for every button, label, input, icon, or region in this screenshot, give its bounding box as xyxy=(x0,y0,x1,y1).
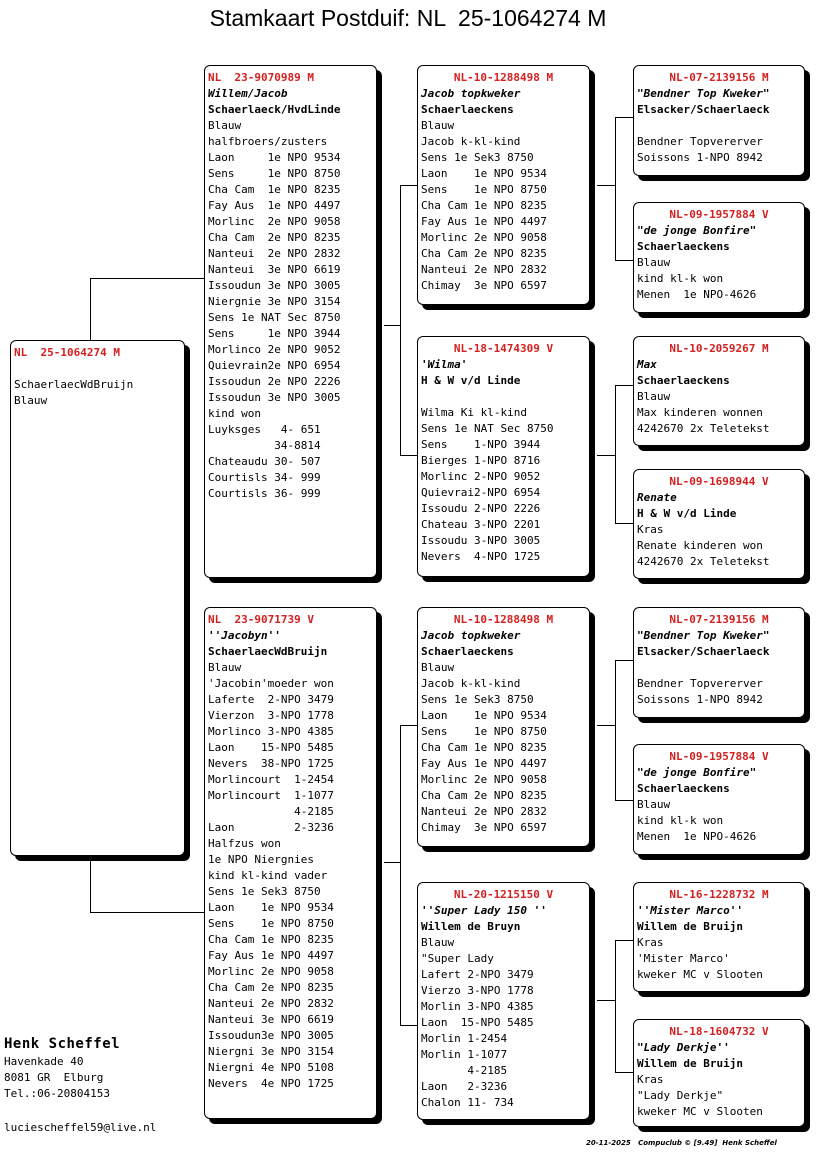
ring-number: NL-18-1604732 V xyxy=(669,1025,769,1038)
card-line: Morlinc 2e NPO 9058 xyxy=(208,965,334,978)
card-mother-father xyxy=(417,607,590,847)
card-line: Morlincourt 1-2454 xyxy=(208,773,334,786)
pigeon-name: "de jonge Bonfire" xyxy=(637,766,757,779)
card-line: Courtisls 34- 999 xyxy=(208,471,321,484)
card-lines xyxy=(208,660,373,1092)
card-line: Morlinc 2-NPO 9052 xyxy=(421,470,541,483)
card-line: Luyksges 4- 651 xyxy=(208,423,321,436)
card-father-mother xyxy=(417,336,590,577)
card-line: Issoudu 3-NPO 3005 xyxy=(421,534,541,547)
card-line: Blauw xyxy=(637,798,671,811)
card-line: Sens 1e NPO 8750 xyxy=(421,725,547,738)
breeder: Willem de Bruijn xyxy=(637,920,743,933)
card-line: Morlincourt 1-1077 xyxy=(208,789,334,802)
card-line: Cha Cam 2e NPO 8235 xyxy=(208,231,341,244)
card-line: Quievrain2e NPO 6954 xyxy=(208,359,341,372)
card-ff-mother xyxy=(633,202,805,313)
card-line: Fay Aus 1e NPO 4497 xyxy=(421,757,547,770)
breeder: Elsacker/Schaerlaeck xyxy=(637,645,770,658)
breeder: H & W v/d Linde xyxy=(637,507,737,520)
card-line: Laon 1e NPO 9534 xyxy=(421,167,547,180)
card-line: Nevers 4e NPO 1725 xyxy=(208,1077,334,1090)
card-line: Sens 1e NPO 8750 xyxy=(421,183,547,196)
card-line: Jacob k-kl-kind xyxy=(421,677,521,690)
card-mf-mother xyxy=(633,744,805,855)
card-mother xyxy=(204,607,377,1119)
ring-number: NL-16-1228732 M xyxy=(669,888,769,901)
card-line: Blauw xyxy=(421,661,455,674)
card-line: Morlin 1-2454 xyxy=(421,1032,508,1045)
card-mm-father xyxy=(633,882,805,992)
ring-number: NL-10-1288498 M xyxy=(453,71,554,84)
card-line: Morlinco 3-NPO 4385 xyxy=(208,725,334,738)
card-line: Sens 1e Sek3 8750 xyxy=(421,151,534,164)
card-line: Sens 1e NAT Sec 8750 xyxy=(421,422,554,435)
card-line: Cha Cam 2e NPO 8235 xyxy=(421,247,547,260)
card-line xyxy=(637,660,801,676)
ring-number: NL-18-1474309 V xyxy=(453,342,554,355)
pigeon-name: "Lady Derkje'' xyxy=(637,1041,730,1054)
card-line: 4-2185 xyxy=(421,1064,508,1077)
card-line: Morlinc 2e NPO 9058 xyxy=(421,231,547,244)
ring-number: NL 23-9070989 M xyxy=(208,71,314,84)
card-line: kweker MC v Slooten xyxy=(637,1105,763,1118)
card-line: Max kinderen wonnen xyxy=(637,406,763,419)
card-line: Chateau 3-NPO 2201 xyxy=(421,518,541,531)
card-line: Nevers 38-NPO 1725 xyxy=(208,757,334,770)
card-line: Laon 2-3236 xyxy=(421,1080,508,1093)
pigeon-name: Renate xyxy=(637,491,677,504)
breeder: Willem de Bruyn xyxy=(421,920,521,933)
card-line: Nanteui 2e NPO 2832 xyxy=(421,263,547,276)
breeder: H & W v/d Linde xyxy=(421,374,521,387)
card-lines xyxy=(421,660,586,836)
card-line: Soissons 1-NPO 8942 xyxy=(637,151,763,164)
pigeon-name: ''Super Lady 150 '' xyxy=(421,904,547,917)
footer-credit: 20-11-2025 Compuclub © [9.49] Henk Scheffel xyxy=(586,1139,777,1147)
card-line: Laon 2-3236 xyxy=(208,821,334,834)
card-line: "Lady Derkje" xyxy=(637,1089,724,1102)
connector-subject-parents xyxy=(90,278,91,340)
card-line: Vierzo 3-NPO 1778 xyxy=(421,984,534,997)
card-line: Chateaudu 30- 507 xyxy=(208,455,321,468)
ring-number: NL-09-1957884 V xyxy=(669,208,769,221)
owner-phone: Tel.:06-20804153 xyxy=(4,1087,110,1100)
card-lines xyxy=(637,389,801,437)
card-line: Nanteui 2e NPO 2832 xyxy=(208,247,341,260)
pigeon-name: ''Jacobyn'' xyxy=(208,629,281,642)
card-line: Issoudun 3e NPO 3005 xyxy=(208,279,341,292)
ring-number: NL-07-2139156 M xyxy=(669,71,769,84)
card-line: Menen 1e NPO-4626 xyxy=(637,288,757,301)
card-line: Blauw xyxy=(637,256,671,269)
card-lines xyxy=(208,118,373,502)
card-line: 4-2185 xyxy=(208,805,334,818)
card-line: Issoudun 3e NPO 3005 xyxy=(208,391,341,404)
card-line: Renate kinderen won xyxy=(637,539,763,552)
card-line: Sens 1e NPO 3944 xyxy=(208,327,341,340)
card-ff-father xyxy=(633,65,805,176)
card-line: Nanteui 2e NPO 2832 xyxy=(208,997,334,1010)
card-line: Laferte 2-NPO 3479 xyxy=(208,693,334,706)
card-line: 4242670 2x Teletekst xyxy=(637,422,770,435)
card-line: Bendner Topvererver xyxy=(637,135,763,148)
connector-father-grandparents xyxy=(400,185,401,455)
card-line: Nanteui 2e NPO 2832 xyxy=(421,805,547,818)
card-line: kind kl-k won xyxy=(637,814,724,827)
card-line: Issoudu 2-NPO 2226 xyxy=(421,502,541,515)
card-lines xyxy=(637,797,801,845)
card-line: Jacob k-kl-kind xyxy=(421,135,521,148)
card-lines xyxy=(421,935,586,1111)
card-line: Fay Aus 1e NPO 4497 xyxy=(208,949,334,962)
card-line: 1e NPO Niergnies xyxy=(208,853,314,866)
card-line: Bierges 1-NPO 8716 xyxy=(421,454,541,467)
card-subject xyxy=(10,340,185,856)
card-line: Morlinc 2e NPO 9058 xyxy=(421,773,547,786)
card-line: Blauw xyxy=(208,661,242,674)
owner-email: luciescheffel59@live.nl xyxy=(4,1121,157,1134)
breeder: Schaerlaeckens xyxy=(637,782,730,795)
card-line: Sens 1e Sek3 8750 xyxy=(421,693,534,706)
connector-mother-grandparents xyxy=(400,725,401,1025)
pigeon-name: Willem/Jacob xyxy=(208,87,288,100)
ring-number: NL-09-1957884 V xyxy=(669,750,769,763)
card-line: Chimay 3e NPO 6597 xyxy=(421,821,547,834)
card-line: Bendner Topvererver xyxy=(637,677,763,690)
card-mm-mother xyxy=(633,1019,805,1127)
card-line: Chalon 11- 734 xyxy=(421,1096,514,1109)
card-line: Cha Cam 2e NPO 8235 xyxy=(208,981,334,994)
card-line: Laon 1e NPO 9534 xyxy=(421,709,547,722)
breeder: Schaerlaeckens xyxy=(637,240,730,253)
card-line: Kras xyxy=(637,523,664,536)
breeder: Willem de Bruijn xyxy=(637,1057,743,1070)
card-line xyxy=(421,389,586,405)
breeder: Schaerlaeckens xyxy=(421,645,514,658)
pigeon-name: "de jonge Bonfire" xyxy=(637,224,757,237)
card-line xyxy=(14,361,181,377)
card-line: Nevers 4-NPO 1725 xyxy=(421,550,541,563)
card-line: halfbroers/zusters xyxy=(208,135,328,148)
card-line: Laon 15-NPO 5485 xyxy=(208,741,334,754)
card-line: Chimay 3e NPO 6597 xyxy=(421,279,547,292)
card-line: Niergni 3e NPO 3154 xyxy=(208,1045,334,1058)
card-line: Cha Cam 1e NPO 8235 xyxy=(421,199,547,212)
card-line: 4242670 2x Teletekst xyxy=(637,555,770,568)
card-line: Cha Cam 1e NPO 8235 xyxy=(421,741,547,754)
pigeon-name: Jacob topkweker xyxy=(421,87,521,100)
card-line: Cha Cam 1e NPO 8235 xyxy=(208,933,334,946)
card-lines xyxy=(637,935,801,983)
ring-number: NL 25-1064274 M xyxy=(14,346,120,359)
card-line: Menen 1e NPO-4626 xyxy=(637,830,757,843)
card-father-father xyxy=(417,65,590,305)
breeder: Elsacker/Schaerlaeck xyxy=(637,103,770,116)
card-line: Morlin 1-1077 xyxy=(421,1048,508,1061)
card-line: kind kl-kind vader xyxy=(208,869,328,882)
card-line: Fay Aus 1e NPO 4497 xyxy=(421,215,547,228)
card-line: Sens 1e NPO 8750 xyxy=(208,917,334,930)
card-fm-mother xyxy=(633,469,805,579)
card-line: Nanteui 3e NPO 6619 xyxy=(208,263,341,276)
card-lines xyxy=(637,660,801,708)
card-line: Cha Cam 1e NPO 8235 xyxy=(208,183,341,196)
card-line: Vierzon 3-NPO 1778 xyxy=(208,709,334,722)
card-line: Issoudun3e NPO 3005 xyxy=(208,1029,334,1042)
card-line: 'Mister Marco' xyxy=(637,952,730,965)
card-line: Niergni 4e NPO 5108 xyxy=(208,1061,334,1074)
card-line: Morlinc 2e NPO 9058 xyxy=(208,215,341,228)
ring-number: NL-20-1215150 V xyxy=(453,888,554,901)
card-mother-mother xyxy=(417,882,590,1120)
card-line: Halfzus won xyxy=(208,837,281,850)
card-line: Blauw xyxy=(421,119,455,132)
card-lines xyxy=(637,255,801,303)
pigeon-name: Max xyxy=(637,358,657,371)
card-line: Nanteui 3e NPO 6619 xyxy=(208,1013,334,1026)
card-lines xyxy=(637,1072,801,1120)
owner-address-line2: 8081 GR Elburg xyxy=(4,1071,104,1084)
pigeon-name: 'Wilma' xyxy=(421,358,468,371)
owner-name: Henk Scheffel xyxy=(4,1036,121,1052)
card-lines xyxy=(421,389,586,565)
card-line: Courtisls 36- 999 xyxy=(208,487,321,500)
card-line: Kras xyxy=(637,1073,664,1086)
ring-number: NL-10-1288498 M xyxy=(453,613,554,626)
card-line: Laon 15-NPO 5485 xyxy=(421,1016,534,1029)
card-line: Sens 1-NPO 3944 xyxy=(421,438,541,451)
card-fm-father xyxy=(633,336,805,446)
card-line: Sens 1e Sek3 8750 xyxy=(208,885,321,898)
card-line: Sens 1e NAT Sec 8750 xyxy=(208,311,341,324)
card-lines xyxy=(637,522,801,570)
card-lines xyxy=(14,361,181,409)
breeder: Schaerlaeckens xyxy=(637,374,730,387)
card-lines xyxy=(421,118,586,294)
ring-number: NL-07-2139156 M xyxy=(669,613,769,626)
pigeon-name: "Bendner Top Kweker" xyxy=(637,87,770,100)
card-line: Blauw xyxy=(637,390,671,403)
owner-block xyxy=(4,1034,156,1136)
card-line: kweker MC v Slooten xyxy=(637,968,763,981)
card-line: Fay Aus 1e NPO 4497 xyxy=(208,199,341,212)
card-line: Laon 1e NPO 9534 xyxy=(208,901,334,914)
card-line: kind won xyxy=(208,407,261,420)
card-line xyxy=(637,118,801,134)
card-line: Soissons 1-NPO 8942 xyxy=(637,693,763,706)
card-lines xyxy=(637,118,801,166)
card-line: 'Jacobin'moeder won xyxy=(208,677,334,690)
card-line: Blauw xyxy=(208,119,242,132)
card-father xyxy=(204,65,377,578)
card-line: Blauw xyxy=(14,394,48,407)
card-line: "Super Lady xyxy=(421,952,494,965)
card-line: kind kl-k won xyxy=(637,272,724,285)
card-line: Morlinco 2e NPO 9052 xyxy=(208,343,341,356)
card-line: Cha Cam 2e NPO 8235 xyxy=(421,789,547,802)
card-line: SchaerlaecWdBruijn xyxy=(14,378,134,391)
card-line: Sens 1e NPO 8750 xyxy=(208,167,341,180)
card-line: Kras xyxy=(637,936,664,949)
pigeon-name: "Bendner Top Kweker" xyxy=(637,629,770,642)
ring-number: NL-09-1698944 V xyxy=(669,475,769,488)
card-mf-father xyxy=(633,607,805,718)
card-line: Blauw xyxy=(421,936,455,949)
pigeon-name: Jacob topkweker xyxy=(421,629,521,642)
card-line: Laon 1e NPO 9534 xyxy=(208,151,341,164)
card-line: Morlin 3-NPO 4385 xyxy=(421,1000,534,1013)
card-line: Quievrai2-NPO 6954 xyxy=(421,486,541,499)
pigeon-name: ''Mister Marco'' xyxy=(637,904,743,917)
owner-address-line1: Havenkade 40 xyxy=(4,1055,84,1068)
page-title: Stamkaart Postduif: NL 25-1064274 M xyxy=(209,5,607,31)
card-line: Lafert 2-NPO 3479 xyxy=(421,968,534,981)
card-line: Niergnie 3e NPO 3154 xyxy=(208,295,341,308)
card-line: Issoudun 2e NPO 2226 xyxy=(208,375,341,388)
ring-number: NL 23-9071739 V xyxy=(208,613,314,626)
breeder: SchaerlaecWdBruijn xyxy=(208,645,328,658)
breeder: Schaerlaeckens xyxy=(421,103,514,116)
card-line: 34-8814 xyxy=(208,439,321,452)
breeder: Schaerlaeck/HvdLinde xyxy=(208,103,341,116)
ring-number: NL-10-2059267 M xyxy=(669,342,769,355)
card-line: Wilma Ki kl-kind xyxy=(421,406,527,419)
